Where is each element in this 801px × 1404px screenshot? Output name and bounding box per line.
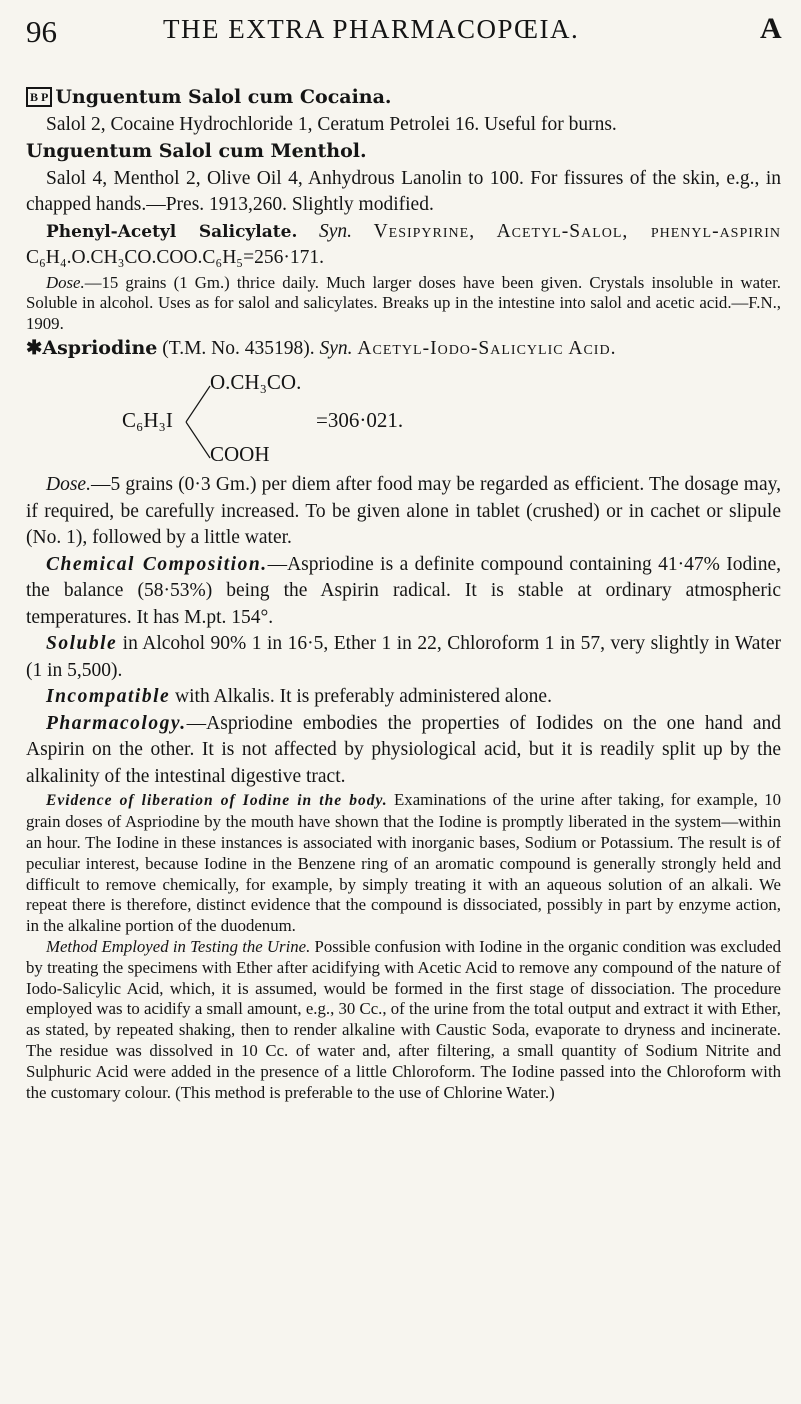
evidence-label: Evidence of liberation of Iodine in the body. <box>46 792 388 810</box>
dose-label: Dose. <box>46 474 91 496</box>
entry-ointment-menthol <box>26 138 781 166</box>
evidence-paragraph <box>26 790 781 937</box>
aspriodine-title-line <box>26 335 781 363</box>
incompatible-text: with Alkalis. It is preferably administered alone. <box>170 686 552 708</box>
synonyms: Acetyl-Iodo-Salicylic Acid. <box>357 337 617 359</box>
star-icon: ✱ <box>26 337 43 359</box>
evidence-block <box>26 790 781 1103</box>
synonyms: Vesipyrine, Acetyl-Salol, phenyl-aspirin <box>373 220 782 242</box>
evidence-text: Examinations of the urine after taking, for example, 10 grain doses of Aspriodine by the mouth have shown that the Iodine is promptly liberated in the system—within an hour. The Iodine in these instances is associated with inorganic bases, Sodium or Potassium. The result is of peculiar interest, because Iodine in the Benzene ring of an aromatic compound is generally strongly held and difficult to remove chemically, for example, by simply treating it with an aqueous solution of an alkali. We repeat there is therefore, distinct evidence that the compound is dissociated, possibly in part by enzyme action, in the alkaline portion of the duodenum. <box>26 790 781 936</box>
incompatible-paragraph <box>26 684 781 711</box>
soluble-paragraph <box>26 631 781 684</box>
entry-phenyl-acetyl-salicylate <box>26 219 781 272</box>
structural-formula <box>26 362 781 472</box>
bp-mark-icon: B P <box>26 87 52 107</box>
entries-block <box>26 84 781 272</box>
formula-top-group: O.CH₃CO. <box>210 370 302 395</box>
pharmacology-label: Pharmacology. <box>46 712 187 734</box>
running-head: THE EXTRA PHARMACOPŒIA. <box>163 14 580 44</box>
formula-base: C₆H₃I <box>122 408 173 433</box>
chemical-composition-text: —Aspriodine is a definite compound containing 41·47% Iodine, the balance (58·53%) being the Aspirin radical. It is stable at ordinary atmospheric temperatures. It has M.pt. 154°. <box>26 553 781 628</box>
section-letter: A <box>760 12 782 45</box>
entry-title: Unguentum Salol cum Cocaina. <box>55 86 392 108</box>
entry-ointment-cocaine <box>26 84 781 112</box>
pharmacology-paragraph <box>26 711 781 791</box>
incompatible-label: Incompatible <box>46 686 171 708</box>
trade-mark: (T.M. No. 435198). <box>162 337 315 359</box>
dose-paragraph <box>26 273 781 335</box>
dose-text: —5 grains (0·3 Gm.) per diem after food may be regarded as efficient. The dosage may, if required, be carefully increased. To be given alone in tablet (crushed) or in cachet or slipule (No. 1), followed by a little water. <box>26 474 781 549</box>
book-page <box>26 0 781 1103</box>
aspriodine-heading <box>26 335 781 363</box>
method-paragraph <box>26 937 781 1103</box>
page-number: 96 <box>26 14 57 49</box>
method-label: Method Employed in Testing the Urine. <box>46 936 311 956</box>
method-text: Possible confusion with Iodine in the organic condition was excluded by treating the specimens with Ether after acidifying with Acetic Acid to remove any compound of the nature of Iodo-Salicylic Acid, which, it is assumed, would be formed in the first stage of dissociation. The procedure employed was to acidify a small amount, e.g., 30 Cc., of the urine from the total output and extract it with Ether, as stated, by repeated shaking, then to render alkaline with Caustic Soda, evaporate to dryness and incinerate. The residue was dissolved in 10 Cc. of water and, after filtering, a small quantity of Sodium Nitrite and Sulphuric Acid were added in the presence of a little Chloroform. The Iodine passed into the Chloroform with the customary colour. (This method is preferable to the use of Chlorine Water.) <box>26 936 781 1102</box>
formula-bottom-group: COOH <box>210 442 270 467</box>
soluble-text: in Alcohol 90% 1 in 16·5, Ether 1 in 22, Chloroform 1 in 57, very slightly in Water (1 in 5,500). <box>26 633 781 681</box>
pharmacology-text: —Aspriodine embodies the properties of Iodides on the one hand and Aspirin on the other. It is not affected by physiological acid, but it is readily split up by the alkalinity of the intestinal digestive tract. <box>26 712 781 787</box>
formula: C₆H₄.O.CH₃CO.COO.C₆H₅=256·171. <box>26 247 324 268</box>
syn-label: Syn. <box>319 337 353 359</box>
dose-text: —15 grains (1 Gm.) thrice daily. Much larger doses have been given. Crystals insoluble in water. Soluble in alcohol. Uses as for salol and salicylates. Breaks up in the intestine into salol and acetic acid.—F.N., 1909. <box>26 272 781 334</box>
entry-text: Salol 4, Menthol 2, Olive Oil 4, Anhydrous Lanolin to 100. For fissures of the skin, e.g., in chapped hands.—Pres. 1913,260. Slightly modified. <box>26 167 781 215</box>
page-header <box>26 0 781 70</box>
chemical-composition-paragraph <box>26 552 781 632</box>
entry-title: Phenyl-Acetyl Salicylate. <box>46 221 298 242</box>
aspriodine-body <box>26 472 781 790</box>
dose-label: Dose. <box>46 272 85 292</box>
dose-block <box>26 273 781 335</box>
syn-label: Syn. <box>318 220 352 242</box>
entry-title: Unguentum Salol cum Menthol. <box>26 140 367 162</box>
entry-text: Salol 2, Cocaine Hydrochloride 1, Ceratum Petrolei 16. Useful for burns. <box>46 113 617 135</box>
dose-paragraph <box>26 472 781 552</box>
molecular-weight: =306·021. <box>316 408 404 433</box>
chemical-composition-label: Chemical Composition. <box>46 553 268 575</box>
aspriodine-title: Aspriodine <box>42 336 158 359</box>
soluble-label: Soluble <box>46 633 118 655</box>
